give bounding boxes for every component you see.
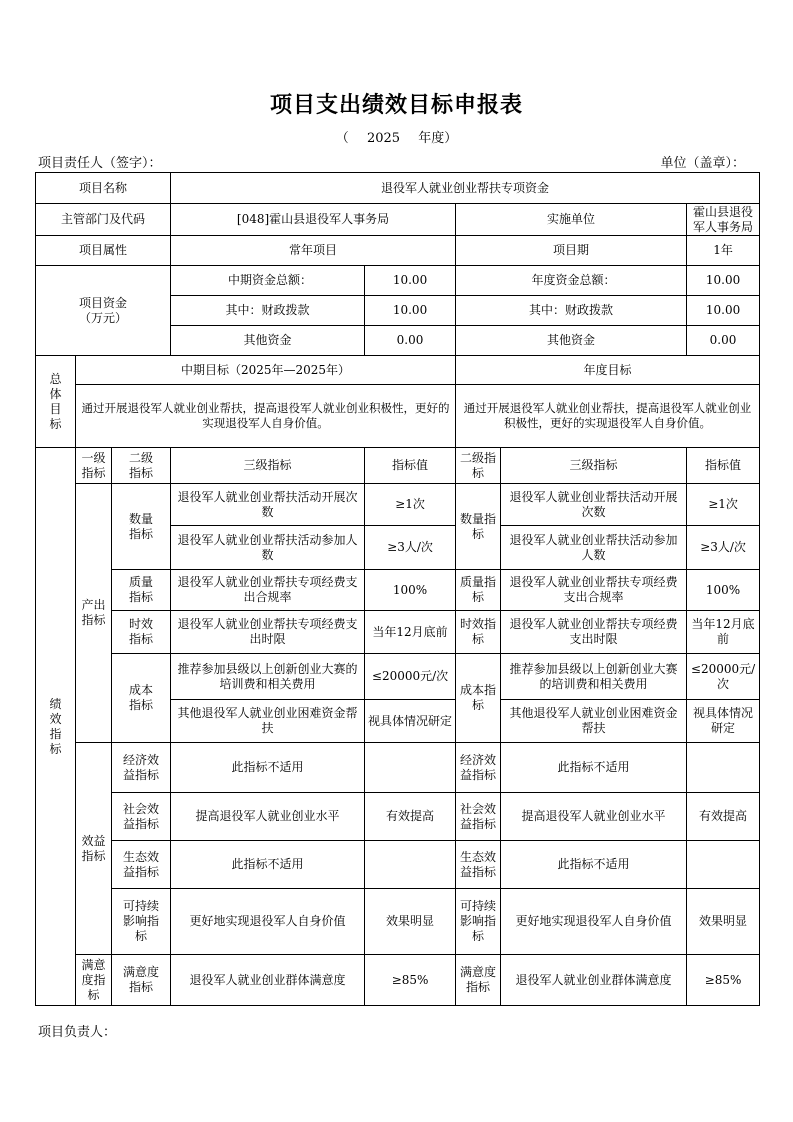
year-goal-text: 通过开展退役军人就业创业帮扶，提高退役军人就业创业积极性，更好的实现退役军人自身价值。 [456,385,760,448]
level3-header: 三级指标 [171,448,365,484]
attr-value: 常年项目 [171,236,456,266]
impl-unit-label: 实施单位 [456,204,687,236]
period-value: 1年 [687,236,760,266]
indicator-name-b: 更好地实现退役军人自身价值 [501,889,687,955]
mid-goal-header: 中期目标（2025年—2025年） [76,356,456,385]
year-open: （ [335,131,349,146]
funds-label: 项目资金（万元） [36,266,171,356]
indicator-value: 当年12月底前 [365,611,456,654]
satisfaction-sub-label-b: 满意度指标 [456,955,501,1006]
mid-fiscal-value: 10.00 [365,296,456,326]
social-label-b: 社会效益指标 [456,793,501,841]
year-fiscal-label: 其中：财政拨款 [456,296,687,326]
indicator-value: ≤20000元/次 [365,654,456,700]
indicator-value-b [687,743,760,793]
indicator-value: 视具体情况研定 [365,700,456,743]
level2-header: 二级指标 [112,448,171,484]
indicator-value: 效果明显 [365,889,456,955]
level1-header: 一级指标 [76,448,112,484]
indicator-name: 此指标不适用 [171,743,365,793]
indicator-name: 提高退役军人就业创业水平 [171,793,365,841]
unit-seal-label: 单位（盖章）： [660,156,745,171]
mid-goal-text: 通过开展退役军人就业创业帮扶，提高退役军人就业创业积极性，更好的实现退役军人自身价值。 [76,385,456,448]
indicator-name-b: 退役军人就业创业帮扶专项经费支出合规率 [501,570,687,611]
indicator-value: ≥1次 [365,484,456,526]
year-goal-header: 年度目标 [456,356,760,385]
attr-label: 项目属性 [36,236,171,266]
indicator-name: 更好地实现退役军人自身价值 [171,889,365,955]
indicator-name-b: 提高退役军人就业创业水平 [501,793,687,841]
value-header: 指标值 [365,448,456,484]
quality-label: 质量指标 [112,570,171,611]
indicator-name: 退役军人就业创业帮扶专项经费支出时限 [171,611,365,654]
indicator-name: 退役军人就业创业群体满意度 [171,955,365,1006]
sustainable-label-b: 可持续影响指标 [456,889,501,955]
quantity-label-b: 数量指标 [456,484,501,570]
dept-value: [048]霍山县退役军人事务局 [171,204,456,236]
impl-unit-value: 霍山县退役军人事务局 [687,204,760,236]
indicator-value-b: 当年12月底前 [687,611,760,654]
indicator-value: 有效提高 [365,793,456,841]
dept-label: 主管部门及代码 [36,204,171,236]
indicator-name-b: 退役军人就业创业群体满意度 [501,955,687,1006]
economic-label: 经济效益指标 [112,743,171,793]
quality-label-b: 质量指标 [456,570,501,611]
level2-header-b: 二级指标 [456,448,501,484]
year-value: 2025 [366,131,401,146]
overall-goal-label: 总体目标 [36,356,76,448]
indicator-name-b: 此指标不适用 [501,841,687,889]
performance-target-table [35,172,760,1006]
indicator-value-b: 100% [687,570,760,611]
ecological-label: 生态效益指标 [112,841,171,889]
timeliness-label: 时效指标 [112,611,171,654]
indicator-name: 此指标不适用 [171,841,365,889]
project-owner-label: 项目负责人： [38,1025,117,1040]
benefit-indicator-label: 效益指标 [76,743,112,955]
indicator-value-b: 效果明显 [687,889,760,955]
output-indicator-label: 产出指标 [76,484,112,743]
indicator-value-b: ≥1次 [687,484,760,526]
sustainable-label: 可持续影响指标 [112,889,171,955]
project-name-label: 项目名称 [36,173,171,204]
indicator-value: ≥85% [365,955,456,1006]
cost-label-b: 成本指标 [456,654,501,743]
indicator-value-b: ≥85% [687,955,760,1006]
indicator-value: ≥3人/次 [365,526,456,570]
year-total-label: 年度资金总额： [456,266,687,296]
indicator-value [365,743,456,793]
indicator-value [365,841,456,889]
mid-other-value: 0.00 [365,326,456,356]
value-header-b: 指标值 [687,448,760,484]
responsible-signature-label: 项目责任人（签字）： [38,156,162,171]
mid-total-value: 10.00 [365,266,456,296]
indicator-value-b [687,841,760,889]
level3-header-b: 三级指标 [501,448,687,484]
indicator-name: 推荐参加县级以上创新创业大赛的培训费和相关费用 [171,654,365,700]
indicator-name-b: 退役军人就业创业帮扶活动参加人数 [501,526,687,570]
economic-label-b: 经济效益指标 [456,743,501,793]
indicator-value-b: ≤20000元/次 [687,654,760,700]
timeliness-label-b: 时效指标 [456,611,501,654]
indicator-name-b: 退役军人就业创业帮扶活动开展次数 [501,484,687,526]
year-fiscal-value: 10.00 [687,296,760,326]
mid-fiscal-label: 其中：财政拨款 [171,296,365,326]
indicator-name-b: 退役军人就业创业帮扶专项经费支出时限 [501,611,687,654]
mid-total-label: 中期资金总额： [171,266,365,296]
indicator-value-b: ≥3人/次 [687,526,760,570]
year-unit: 年度） [418,131,458,146]
indicator-value-b: 有效提高 [687,793,760,841]
indicator-name: 退役军人就业创业帮扶活动开展次数 [171,484,365,526]
year-other-label: 其他资金 [456,326,687,356]
indicator-value-b: 视具体情况研定 [687,700,760,743]
indicator-name-b: 其他退役军人就业创业困难资金帮扶 [501,700,687,743]
satisfaction-indicator-label: 满意度指标 [76,955,112,1006]
indicator-name-b: 推荐参加县级以上创新创业大赛的培训费和相关费用 [501,654,687,700]
indicator-value: 100% [365,570,456,611]
indicator-name: 退役军人就业创业帮扶专项经费支出合规率 [171,570,365,611]
indicator-name-b: 此指标不适用 [501,743,687,793]
indicator-name: 退役军人就业创业帮扶活动参加人数 [171,526,365,570]
ecological-label-b: 生态效益指标 [456,841,501,889]
project-name-value: 退役军人就业创业帮扶专项资金 [171,173,760,204]
satisfaction-sub-label: 满意度指标 [112,955,171,1006]
social-label: 社会效益指标 [112,793,171,841]
year-line [0,127,793,146]
page-title: 项目支出绩效目标申报表 [269,92,523,118]
mid-other-label: 其他资金 [171,326,365,356]
indicators-label: 绩效指标 [36,448,76,1006]
year-total-value: 10.00 [687,266,760,296]
period-label: 项目期 [456,236,687,266]
indicator-name: 其他退役军人就业创业困难资金帮扶 [171,700,365,743]
quantity-label: 数量指标 [112,484,171,570]
year-other-value: 0.00 [687,326,760,356]
cost-label: 成本指标 [112,654,171,743]
